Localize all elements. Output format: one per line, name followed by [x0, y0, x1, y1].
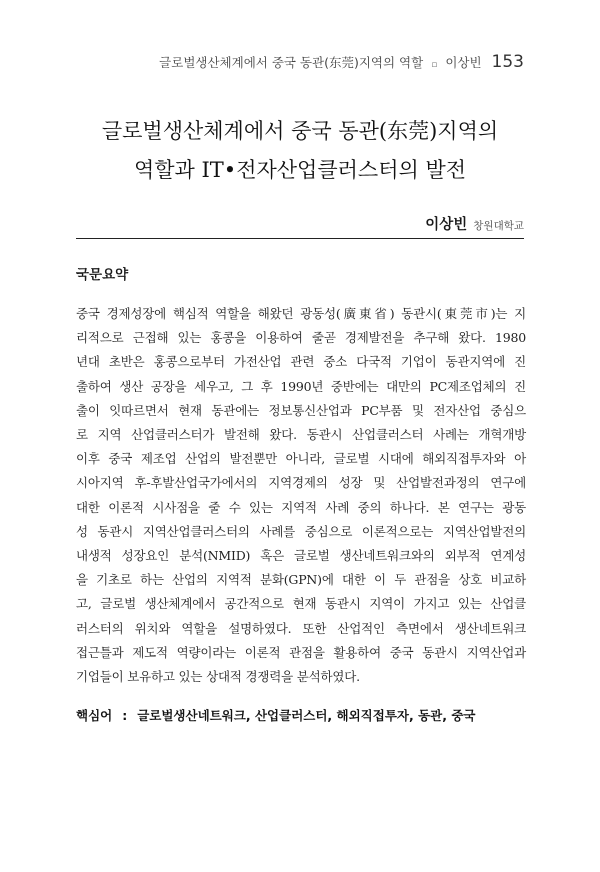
abstract-line: 성 동관시 지역산업클러스터의 사례를 중심으로 이론적으로는 지역산업발전의 — [76, 523, 526, 539]
keywords-colon: : — [122, 708, 128, 723]
abstract-line: 러스터의 위치와 역할을 설명하였다. 또한 산업적인 측면에서 생산네트워크 — [76, 620, 526, 636]
abstract-line: 고, 글로벌 생산체계에서 공간적으로 현재 동관시 지역이 가지고 있는 산업클 — [76, 596, 526, 612]
paper-title-line-1: 글로벌생산체계에서 중국 동관(东莞)지역의 — [101, 119, 499, 143]
abstract-line: 접근틀과 제도적 역량이라는 이론적 관점을 활용하여 중국 동관시 지역산업과 — [76, 644, 526, 660]
author-affiliation: 창원대학교 — [473, 220, 524, 232]
author-block — [425, 213, 524, 234]
keywords-label: 핵심어 — [76, 708, 113, 723]
abstract-line: 중국 경제성장에 핵심적 역할을 해왔던 광동성(廣東省) 동관시(東莞市)는 지 — [76, 306, 526, 321]
keywords — [76, 706, 475, 724]
running-head — [159, 52, 524, 72]
running-head-separator: ▫ — [431, 60, 438, 70]
abstract-line: 출하여 생산 공장을 세우고, 그 후 1990년 중반에는 대만의 PC제조업체의 진 — [76, 378, 526, 394]
page-number: 153 — [491, 52, 524, 72]
running-head-title: 글로벌생산체계에서 중국 동관(东莞)지역의 역할 — [159, 55, 424, 70]
paper-title-line-2: 역할과 IT•전자산업클러스터의 발전 — [133, 158, 467, 182]
abstract-line: 출이 잇따르면서 현재 동관에는 정보통신산업과 PC부품 및 전자산업 중심으 — [76, 402, 526, 418]
abstract-line: 년대 초반은 홍콩으로부터 가전산업 관련 중소 다국적 기업이 동관지역에 진 — [76, 354, 526, 370]
abstract-line: 내생적 성장요인 분석(NMID) 혹은 글로벌 생산네트워크와의 외부적 연계성 — [76, 548, 526, 564]
keywords-values: 글로벌생산네트워크, 산업클러스터, 해외직접투자, 동관, 중국 — [137, 708, 476, 723]
paper-title — [60, 112, 540, 190]
abstract-line: 로 지역 산업클러스터가 발전해 왔다. 동관시 산업클러스터 사례는 개혁개방 — [76, 427, 526, 443]
abstract-heading: 국문요약 — [76, 267, 129, 283]
running-head-author: 이상빈 — [445, 55, 482, 70]
abstract-body — [76, 302, 526, 689]
header-divider — [76, 238, 524, 239]
abstract-line: 리적으로 근접해 있는 홍콩을 이용하여 줄곧 경제발전을 추구해 왔다. 1980 — [76, 330, 526, 346]
abstract-line: 이후 중국 제조업 산업의 발전뿐만 아니라, 글로벌 시대에 해외직접투자와 아 — [76, 451, 526, 467]
author-name: 이상빈 — [425, 217, 468, 233]
abstract-line: 시아지역 후-후발산업국가에서의 지역경제의 성장 및 산업발전과정의 연구에 — [76, 475, 526, 491]
abstract-line: 대한 이론적 시사점을 줄 수 있는 지역적 사례 중의 하나다. 본 연구는 광동 — [76, 499, 526, 515]
abstract-line: 기업들이 보유하고 있는 상대적 경쟁력을 분석하였다. — [76, 669, 360, 685]
abstract-line: 을 기초로 하는 산업의 지역적 분화(GPN)에 대한 이 두 관점을 상호 비교하 — [76, 572, 526, 588]
